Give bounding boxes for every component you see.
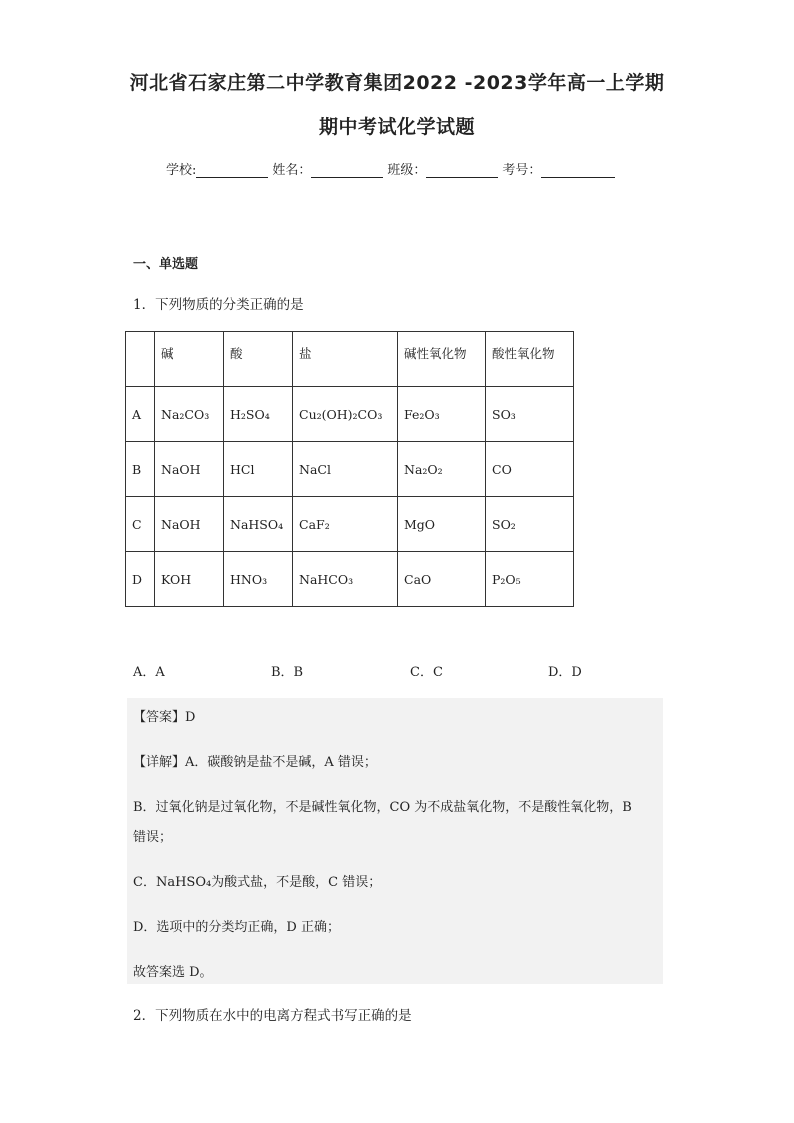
table-row [126,442,574,497]
table-cell: SO₂ [486,497,574,552]
table-cell: CaF₂ [293,497,398,552]
table-cell: NaCl [293,442,398,497]
table-cell: P₂O₅ [486,552,574,607]
answer-text: 【答案】D [133,710,196,725]
table-cell: NaHSO₄ [224,497,293,552]
table-cell: CO [486,442,574,497]
table-cell: NaHCO₃ [293,552,398,607]
table-cell: Cu₂(OH)₂CO₃ [293,387,398,442]
table-header-cell: 碱性氧化物 [398,332,486,387]
class-label: 班级： [387,163,427,178]
explanation-line-4: C．NaHSO₄为酸式盐，不是酸，C 错误； [133,875,382,890]
row-option-label: A [126,387,155,442]
table-header-row [126,332,574,387]
table-header-cell: 碱 [155,332,224,387]
table-cell: HCl [224,442,293,497]
explanation-line-3: 错误； [133,830,173,845]
table-header-cell: 盐 [293,332,398,387]
name-blank[interactable] [311,163,383,178]
option-b[interactable]: B．B [271,665,304,680]
option-a[interactable]: A．A [133,665,165,680]
document-title-line1: 河北省石家庄第二中学教育集团2022 -2023学年高一上学期 [129,72,665,94]
option-d[interactable]: D．D [548,665,582,680]
table-header-cell: 酸 [224,332,293,387]
table-cell: CaO [398,552,486,607]
question-2-stem: 2．下列物质在水中的电离方程式书写正确的是 [133,1008,412,1024]
explanation-line-2: B．过氧化钠是过氧化物，不是碱性氧化物，CO 为不成盐氧化物，不是酸性氧化物，B [133,800,632,815]
school-label: 学校: [166,163,197,178]
explanation-line-1: 【详解】A．碳酸钠是盐不是碱，A 错误； [133,755,377,770]
school-blank[interactable] [196,163,268,178]
name-label: 姓名： [272,163,312,178]
table-cell: HNO₃ [224,552,293,607]
table-cell: Na₂O₂ [398,442,486,497]
table-row [126,497,574,552]
explanation-line-5: D．选项中的分类均正确，D 正确； [133,920,340,935]
table-cell: Fe₂O₃ [398,387,486,442]
table-cell: Na₂CO₃ [155,387,224,442]
table-cell: MgO [398,497,486,552]
row-option-label: D [126,552,155,607]
option-c[interactable]: C．C [410,665,443,680]
student-info-line [166,159,619,178]
table-row [126,552,574,607]
table-row [126,387,574,442]
answer-panel [127,698,663,984]
id-blank[interactable] [541,163,615,178]
row-option-label: C [126,497,155,552]
table-cell: H₂SO₄ [224,387,293,442]
table-header-cell [126,332,155,387]
section-title: 一、单选题 [133,257,199,272]
document-title-line2: 期中考试化学试题 [318,116,475,138]
table-cell: NaOH [155,497,224,552]
table-cell: NaOH [155,442,224,497]
question-1-stem: 1．下列物质的分类正确的是 [133,297,304,313]
table-cell: SO₃ [486,387,574,442]
id-label: 考号： [502,163,542,178]
classification-table [125,331,574,607]
table-header-cell: 酸性氧化物 [486,332,574,387]
row-option-label: B [126,442,155,497]
explanation-line-6: 故答案选 D。 [133,965,213,980]
class-blank[interactable] [426,163,498,178]
table-cell: KOH [155,552,224,607]
